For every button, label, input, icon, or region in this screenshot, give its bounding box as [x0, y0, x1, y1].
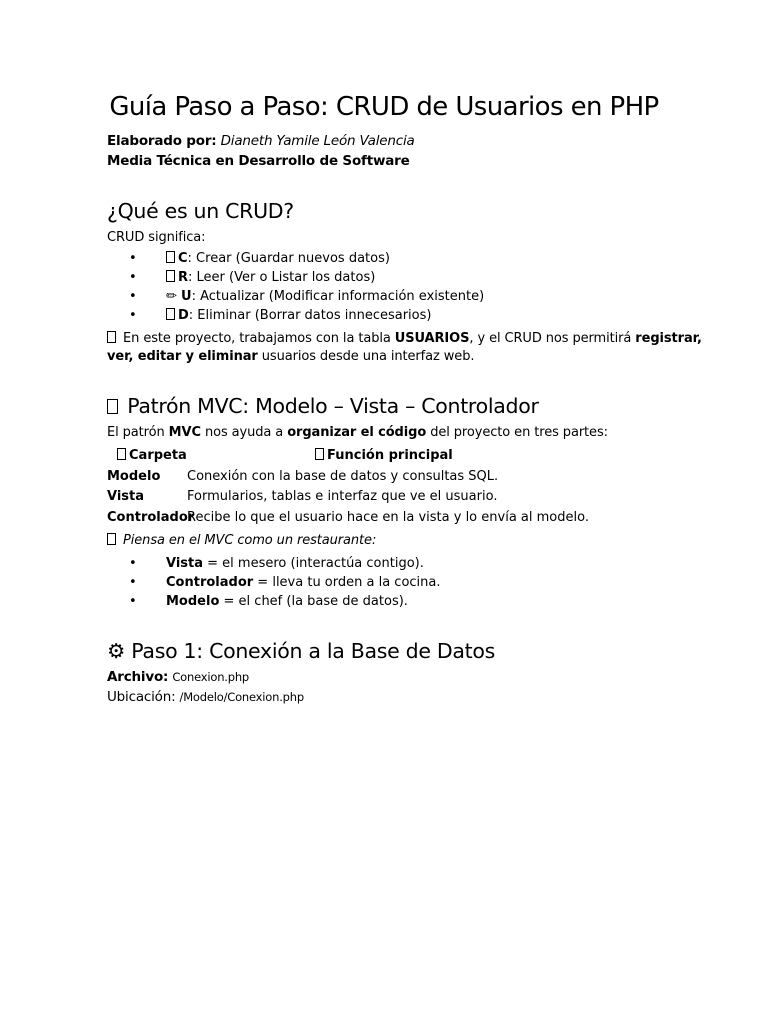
pencil-icon: ✏: [166, 289, 182, 304]
placeholder-glyph-icon: [315, 448, 324, 460]
author-line: [107, 133, 415, 149]
mvc-intro: [107, 423, 608, 442]
text-run: , y el CRUD nos permitirá: [469, 331, 636, 346]
text-run: ver, editar y eliminar: [107, 349, 258, 364]
analogy-text: = el chef (la base de datos).: [219, 594, 408, 609]
analogy-text: = lleva tu orden a la cocina.: [253, 575, 441, 590]
placeholder-glyph-icon: [107, 533, 116, 545]
step1-heading: ⚙ Paso 1: Conexión a la Base de Datos: [107, 639, 496, 663]
file-line: [107, 669, 249, 685]
crud-paragraph-line1: [107, 329, 702, 348]
text-run: El patrón: [107, 425, 169, 440]
text-run: USUARIOS: [394, 331, 470, 346]
author-label: Elaborado por:: [107, 133, 217, 149]
folder-cell: Modelo: [107, 469, 161, 484]
list-item: [129, 306, 484, 325]
list-item: [129, 249, 484, 268]
analogy-text: = el mesero (interactúa contigo).: [203, 556, 424, 571]
placeholder-glyph-icon: [107, 331, 116, 343]
file-value: Conexion.php: [172, 670, 250, 684]
text-run: registrar,: [635, 331, 702, 346]
placeholder-glyph-icon: [117, 448, 126, 460]
crud-text: : Leer (Ver o Listar los datos): [188, 270, 376, 285]
list-item: [129, 268, 484, 287]
text-run: nos ayuda a: [200, 425, 288, 440]
crud-paragraph-line2: [107, 347, 474, 366]
function-cell: Recibe lo que el usuario hace en la vista y lo envía al modelo.: [187, 510, 589, 525]
file-label: Archivo:: [107, 669, 169, 685]
author-name: Dianeth Yamile León Valencia: [220, 133, 415, 149]
function-cell: Formularios, tablas e interfaz que ve el usuario.: [187, 489, 498, 504]
crud-list: [129, 249, 484, 325]
list-item: [129, 573, 441, 592]
list-item: [129, 287, 484, 306]
crud-key: U: [181, 289, 192, 304]
folder-cell: Controlador: [107, 510, 195, 525]
location-value: /Modelo/Conexion.php: [179, 690, 304, 704]
subtitle: Media Técnica en Desarrollo de Software: [107, 153, 410, 169]
placeholder-glyph-icon: [166, 251, 175, 263]
text-run: usuarios desde una interfaz web.: [257, 349, 475, 364]
crud-key: C: [178, 251, 188, 266]
crud-text: : Actualizar (Modificar información existente): [191, 289, 485, 304]
header-text: Función principal: [327, 448, 453, 463]
mvc-analogy: [107, 531, 376, 550]
list-item: [129, 592, 441, 611]
placeholder-glyph-icon: [166, 270, 175, 282]
analogy-text: Piensa en el MVC como un restaurante:: [119, 533, 377, 548]
crud-key: D: [178, 308, 189, 323]
folder-cell: Vista: [107, 489, 145, 504]
crud-text: : Eliminar (Borrar datos innecesarios): [188, 308, 432, 323]
analogy-list: [129, 554, 441, 611]
text-run: organizar el código: [287, 425, 427, 440]
crud-text: : Crear (Guardar nuevos datos): [187, 251, 390, 266]
text-run: del proyecto en tres partes:: [426, 425, 608, 440]
location-line: [107, 689, 304, 705]
analogy-key: Vista: [166, 556, 204, 571]
header-funcion: [315, 446, 453, 466]
function-cell: Conexión con la base de datos y consultas SQL.: [187, 469, 499, 484]
text-run: MVC: [168, 425, 201, 440]
analogy-key: Modelo: [166, 594, 220, 609]
analogy-key: Controlador: [166, 575, 254, 590]
header-carpeta: [117, 446, 187, 466]
placeholder-glyph-icon: [107, 399, 118, 414]
placeholder-glyph-icon: [166, 308, 175, 320]
header-text: Carpeta: [129, 448, 187, 463]
location-label: Ubicación:: [107, 689, 176, 705]
crud-key: R: [178, 270, 189, 285]
mvc-heading-text: Patrón MVC: Modelo – Vista – Controlador: [121, 394, 539, 418]
page-title: Guía Paso a Paso: CRUD de Usuarios en PHP: [109, 92, 659, 122]
mvc-heading: [107, 394, 539, 418]
list-item: [129, 554, 441, 573]
crud-heading: ¿Qué es un CRUD?: [107, 199, 294, 223]
crud-intro: CRUD significa:: [107, 230, 206, 245]
text-run: En este proyecto, trabajamos con la tabla: [119, 331, 395, 346]
